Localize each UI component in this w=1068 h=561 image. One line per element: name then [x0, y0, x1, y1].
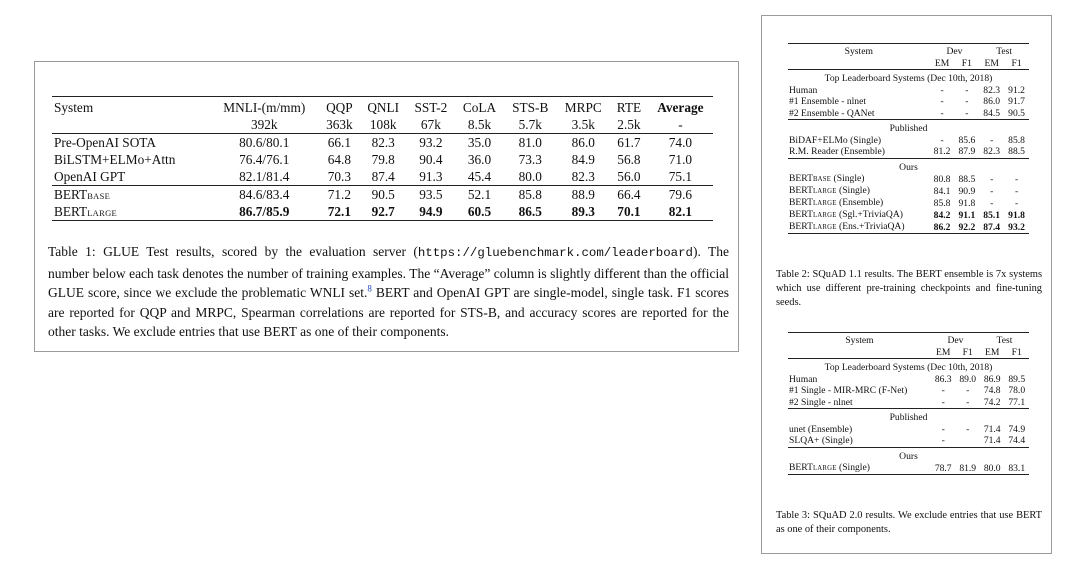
cell: 85.6	[958, 134, 976, 146]
bert-label: BERT	[789, 209, 813, 220]
table-row	[788, 185, 1029, 197]
col-header-rte: RTE	[610, 97, 648, 117]
cell: 84.1	[933, 185, 951, 197]
col-header-sst2: SST-2	[407, 97, 455, 117]
squad11-header-row	[788, 44, 1029, 58]
cell: 88.5	[1008, 146, 1025, 158]
cell: 71.4	[983, 435, 1001, 447]
cell: 74.9	[1008, 423, 1026, 435]
table-row	[788, 209, 1029, 221]
squad-tables-panel	[761, 15, 1052, 554]
bert-size-label: LARGE	[812, 188, 837, 195]
cell: 77.1	[1008, 396, 1026, 408]
cell: 80.8	[933, 173, 951, 185]
row-system	[788, 221, 930, 234]
cell: 80.6/80.1	[239, 134, 290, 150]
cell: -	[1014, 185, 1019, 197]
cell: -	[990, 197, 994, 209]
col-header-f1: F1	[961, 57, 972, 69]
bert-label: BERT	[789, 221, 813, 232]
cell: 36.0	[467, 151, 492, 167]
row-system	[52, 203, 209, 221]
cell: 80.0	[518, 168, 542, 184]
size-average: -	[648, 116, 713, 134]
glue-table-caption	[48, 242, 729, 342]
cell: -	[940, 96, 944, 108]
table-row	[788, 374, 1029, 386]
cell: 60.5	[455, 203, 504, 221]
cell: 84.6/83.4	[209, 186, 319, 204]
cell: 92.2	[954, 221, 979, 234]
table-row	[788, 221, 1029, 234]
cell: 56.8	[617, 151, 641, 167]
col-header-qnli: QNLI	[360, 97, 407, 117]
row-system	[788, 197, 930, 209]
col-header-average: Average	[648, 97, 713, 117]
cell: 87.4	[371, 168, 395, 184]
table-row	[788, 85, 1029, 97]
caption-text: Table 1: GLUE Test results, scored by the evaluation server (	[48, 244, 418, 259]
cell: 90.5	[360, 186, 407, 204]
cell: 83.1	[1004, 462, 1029, 475]
cell: 70.1	[610, 203, 648, 221]
cell: 71.0	[668, 151, 693, 167]
row-system: #2 Single - nlnet	[789, 396, 853, 408]
cell: 71.2	[319, 186, 360, 204]
cell: 91.7	[1008, 96, 1025, 108]
cell: -	[1014, 173, 1019, 185]
size-sst2: 67k	[407, 116, 455, 134]
col-header-f1: F1	[1011, 346, 1022, 358]
squad20-results-table	[788, 332, 1029, 475]
cell: -	[990, 185, 994, 197]
cell: 45.4	[467, 168, 492, 184]
cell: -	[941, 396, 945, 408]
cell: -	[941, 423, 945, 435]
cell: 71.4	[983, 423, 1001, 435]
table-row	[52, 134, 713, 152]
cell: 75.1	[668, 168, 693, 184]
cell: 61.7	[617, 134, 641, 150]
cell: 56.0	[617, 168, 641, 184]
cell: 94.9	[407, 203, 455, 221]
table-row	[52, 203, 713, 221]
row-system: R.M. Reader (Ensemble)	[789, 146, 885, 158]
glue-results-table	[52, 96, 713, 221]
cell: 85.8	[504, 186, 557, 204]
bert-size-label: BASE	[87, 190, 111, 201]
cell: 91.3	[419, 168, 443, 184]
cell: 66.1	[327, 134, 352, 150]
cell: -	[965, 107, 969, 119]
cell: 81.0	[518, 134, 542, 150]
cell: 35.0	[467, 134, 492, 150]
table-row	[788, 96, 1029, 108]
size-stsb: 5.7k	[504, 116, 557, 134]
cell: 64.8	[327, 151, 352, 167]
table-row	[788, 424, 1029, 436]
caption-text: BERT and OpenAI GPT are single-model, single task. F1 scores are reported for QQP and MRPC, Spearman correlations are reported for STS-B, and accuracy scores are reported for the other tasks. We exclude entries that use BERT as one of their components.	[48, 285, 729, 339]
bert-label: BERT	[789, 197, 813, 208]
row-system	[788, 185, 930, 197]
table-row	[52, 186, 713, 204]
col-header-em: EM	[984, 57, 999, 69]
cell: 86.0	[571, 134, 595, 150]
row-system	[788, 173, 930, 185]
row-system: #2 Ensemble - QANet	[789, 107, 875, 119]
cell: 91.8	[1008, 209, 1025, 221]
cell: 74.2	[983, 396, 1001, 408]
col-header-f1: F1	[1011, 57, 1022, 69]
cell: 85.1	[983, 209, 1001, 221]
cell: 91.2	[1008, 84, 1025, 96]
table-row	[788, 435, 1029, 447]
row-system: #1 Single - MIR-MRC (F-Net)	[789, 385, 908, 397]
cell: 90.4	[419, 151, 443, 167]
size-cola: 8.5k	[455, 116, 504, 134]
row-system: BiDAF+ELMo (Single)	[789, 134, 882, 146]
cell: 93.2	[1004, 221, 1029, 234]
cell: 85.8	[933, 197, 951, 209]
size-mrpc: 3.5k	[557, 116, 611, 134]
cell: 81.2	[933, 146, 951, 158]
bert-label: BERT	[54, 186, 88, 202]
table-row	[788, 385, 1029, 397]
cell: 90.5	[1008, 107, 1025, 119]
cell: 89.0	[959, 373, 977, 385]
col-header-dev: Dev	[931, 333, 980, 347]
glue-size-row	[52, 116, 713, 134]
col-header-em: EM	[936, 346, 951, 358]
row-system: #1 Ensemble - nlnet	[789, 96, 866, 108]
cell: 74.4	[1008, 435, 1026, 447]
cell: -	[940, 134, 944, 146]
cell: -	[965, 84, 969, 96]
cell: -	[1014, 197, 1019, 209]
cell: -	[941, 385, 945, 397]
cell: -	[966, 385, 970, 397]
table-row	[788, 173, 1029, 185]
bert-size-label: LARGE	[812, 212, 837, 219]
squad20-subheader-row	[788, 347, 1029, 359]
caption-text: ). The number below each task denotes the number of training examples. The “Average” column is slightly different than the official GLUE score, since we exclude the problematic WNLI set.	[48, 244, 729, 300]
col-header-dev: Dev	[930, 44, 980, 58]
glue-header-row	[52, 97, 713, 117]
col-header-em: EM	[934, 57, 950, 69]
col-header-test: Test	[980, 333, 1029, 347]
cell: 86.2	[930, 221, 955, 234]
squad11-results-table	[788, 43, 1029, 234]
table-row	[788, 135, 1029, 147]
row-system: unet (Ensemble)	[789, 423, 853, 435]
cell: 88.5	[958, 173, 976, 185]
cell: -	[940, 107, 944, 119]
section-header	[788, 409, 1029, 424]
size-qnli: 108k	[360, 116, 407, 134]
col-header-test: Test	[979, 44, 1029, 58]
cell: 92.7	[360, 203, 407, 221]
cell: 78.7	[931, 462, 956, 475]
row-system: Human	[789, 84, 818, 96]
section-title: Published	[788, 409, 1029, 424]
table-row	[788, 108, 1029, 120]
cell: 74.0	[668, 134, 693, 150]
cell: 86.0	[983, 96, 1001, 108]
size-mnli: 392k	[209, 116, 319, 134]
cell: 70.3	[327, 168, 352, 184]
cell: 74.8	[983, 385, 1001, 397]
section-title: Top Leaderboard Systems (Dec 10th, 2018)	[788, 359, 1029, 374]
cell: -	[990, 173, 994, 185]
col-header-em: EM	[985, 346, 1000, 358]
row-system: BiLSTM+ELMo+Attn	[54, 151, 176, 167]
cell: -	[966, 396, 970, 408]
cell: 86.7/85.9	[209, 203, 319, 221]
size-system	[52, 116, 209, 134]
cell: 86.5	[504, 203, 557, 221]
squad20-table-caption: Table 3: SQuAD 2.0 results. We exclude entries that use BERT as one of their components.	[776, 510, 1042, 535]
cell: 93.5	[407, 186, 455, 204]
system-suffix: (Ensemble)	[836, 197, 884, 208]
cell: 87.9	[958, 146, 976, 158]
cell: 82.3	[983, 146, 1001, 158]
cell: 84.5	[983, 107, 1001, 119]
cell: -	[941, 435, 945, 447]
bert-label: BERT	[789, 462, 813, 473]
section-header	[788, 70, 1029, 85]
system-suffix: (Ens.+TriviaQA)	[836, 221, 905, 232]
section-header	[788, 447, 1029, 462]
cell: 66.4	[610, 186, 648, 204]
bert-size-label: BASE	[812, 176, 832, 183]
bert-label: BERT	[789, 185, 813, 196]
table-row	[52, 151, 713, 168]
section-header	[788, 158, 1029, 173]
row-system	[788, 209, 930, 221]
bert-size-label: LARGE	[87, 207, 118, 218]
footnote-marker[interactable]: 8	[367, 283, 372, 294]
cell: 89.3	[557, 203, 611, 221]
section-title: Published	[788, 120, 1029, 135]
cell: 82.3	[983, 84, 1001, 96]
section-title: Top Leaderboard Systems (Dec 10th, 2018)	[788, 70, 1029, 85]
col-header-qqp: QQP	[319, 97, 360, 117]
cell	[955, 435, 980, 447]
cell: 79.8	[371, 151, 395, 167]
squad20-header-row	[788, 333, 1029, 347]
cell: 91.8	[958, 197, 976, 209]
cell: 52.1	[455, 186, 504, 204]
row-system	[52, 186, 209, 204]
col-header-mnli: MNLI-(m/mm)	[209, 97, 319, 117]
row-system	[788, 462, 931, 475]
table-row	[788, 146, 1029, 158]
cell: 79.6	[648, 186, 713, 204]
cell: 89.5	[1008, 373, 1026, 385]
row-system: OpenAI GPT	[54, 168, 126, 184]
table-row	[788, 197, 1029, 209]
table-row	[52, 168, 713, 186]
col-header-system: System	[52, 97, 209, 117]
cell: 90.9	[958, 185, 976, 197]
size-qqp: 363k	[319, 116, 360, 134]
row-system: SLQA+ (Single)	[789, 435, 853, 447]
cell: 84.9	[571, 151, 595, 167]
cell: -	[940, 84, 944, 96]
blank-cell	[788, 347, 931, 359]
squad11-subheader-row	[788, 58, 1029, 70]
leaderboard-link[interactable]: https://gluebenchmark.com/leaderboard	[417, 246, 693, 260]
section-header	[788, 120, 1029, 135]
col-header-system: System	[788, 44, 930, 58]
squad11-table-caption: Table 2: SQuAD 1.1 results. The BERT ensemble is 7x systems which use different pre-training checkpoints and fine-tuning seeds.	[776, 269, 1042, 308]
cell: 76.4/76.1	[239, 151, 290, 167]
cell: 91.1	[958, 209, 976, 221]
cell: -	[966, 423, 970, 435]
cell: 72.1	[319, 203, 360, 221]
col-header-mrpc: MRPC	[557, 97, 611, 117]
section-title: Ours	[788, 158, 1029, 173]
row-system: Human	[789, 373, 818, 385]
cell: 82.3	[371, 134, 395, 150]
cell: -	[965, 96, 969, 108]
cell: 86.3	[934, 373, 952, 385]
cell: 82.1/81.4	[239, 168, 290, 184]
cell: 81.9	[955, 462, 980, 475]
row-system: Pre-OpenAI SOTA	[54, 134, 156, 150]
cell: 80.0	[980, 462, 1005, 475]
cell: 82.3	[571, 168, 595, 184]
system-suffix: (Sgl.+TriviaQA)	[836, 209, 903, 220]
bert-size-label: LARGE	[812, 465, 837, 472]
col-header-stsb: STS-B	[504, 97, 557, 117]
col-header-f1: F1	[962, 346, 973, 358]
col-header-system: System	[788, 333, 931, 347]
bert-label: BERT	[789, 173, 813, 184]
cell: 78.0	[1008, 385, 1026, 397]
cell: 87.4	[979, 221, 1004, 234]
section-header	[788, 359, 1029, 374]
system-suffix: (Single)	[831, 173, 865, 184]
bert-size-label: LARGE	[812, 224, 837, 231]
section-title: Ours	[788, 447, 1029, 462]
table-row	[788, 397, 1029, 409]
cell: 73.3	[518, 151, 542, 167]
cell: 82.1	[648, 203, 713, 221]
glue-table-panel	[34, 61, 739, 352]
blank-cell	[788, 58, 930, 70]
cell: -	[990, 134, 994, 146]
table-row	[788, 462, 1029, 475]
cell: 88.9	[557, 186, 611, 204]
col-header-cola: CoLA	[455, 97, 504, 117]
cell: 86.9	[983, 373, 1001, 385]
size-rte: 2.5k	[610, 116, 648, 134]
cell: 85.8	[1008, 134, 1025, 146]
cell: 93.2	[419, 134, 443, 150]
bert-label: BERT	[54, 203, 88, 219]
bert-size-label: LARGE	[812, 200, 837, 207]
system-suffix: (Single)	[836, 185, 870, 196]
cell: 84.2	[933, 209, 951, 221]
system-suffix: (Single)	[836, 462, 870, 473]
